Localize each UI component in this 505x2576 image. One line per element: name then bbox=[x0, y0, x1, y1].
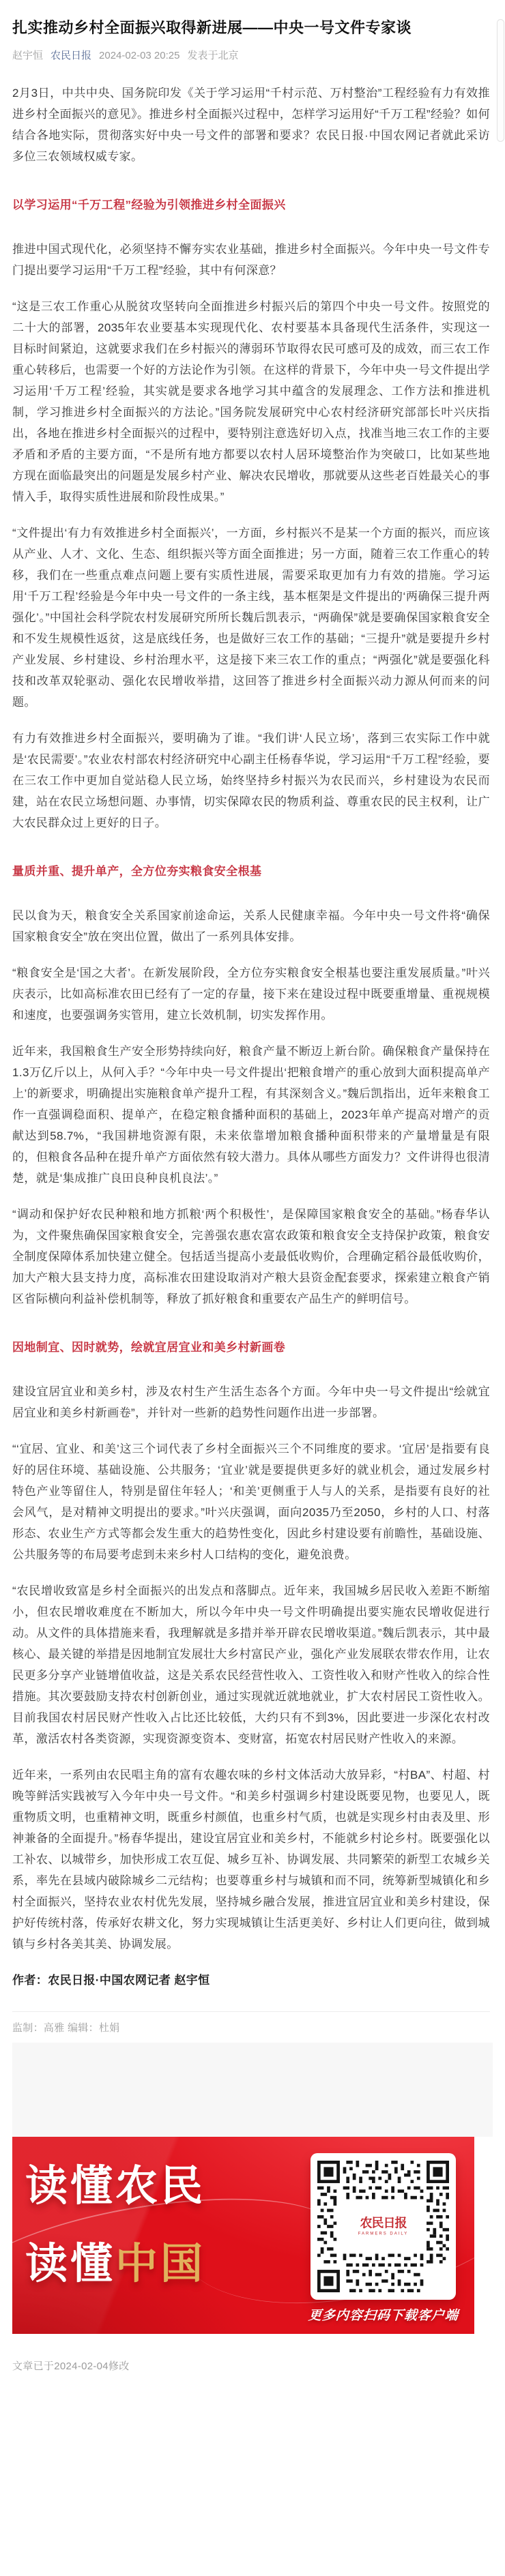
article-paragraph: 近年来，一系列由农民唱主角的富有农趣农味的乡村文体活动大放异彩，“村BA”、村超、村晚等鲜活实践被写入今年中央一号文件。“和美乡村强调乡村建设既要见物，也要见人，既重物质文明，也重精神文明，既重乡村颜值，也重乡村气质，也就是实现乡村由表及里、形神兼备的全面提升。”杨春华提出，建设宜居宜业和美乡村，不能就乡村论乡村。既要强化以工补农、以城带乡，加快形成工农互促、城乡互补、协调发展、共同繁荣的新型工农城乡关系，率先在县域内破除城乡二元结构；也要尊重乡村与城镇和而不同，统筹新型城镇化和乡村全面振兴，坚持农业农村优先发展，坚持城乡融合发展，推进宜居宜业和美乡村建设，保护好传统村落，传承好农耕文化，努力实现城镇让生活更美好、乡村让人们更向往，做到城镇与乡村各美其美、协调发展。 bbox=[12, 1768, 490, 1951]
section-heading: 以学习运用“千万工程”经验为引领推进乡村全面振兴 bbox=[12, 198, 286, 211]
qr-code bbox=[311, 2153, 456, 2300]
modified-note: 文章已于2024-02-04修改 bbox=[12, 2360, 130, 2372]
article-paragraph: “‘宜居、宜业、和美’这三个词代表了乡村全面振兴三个不同维度的要求。‘宜居’是指要有良好的居住环境、基础设施、公共服务；‘宜业’就是要提供更多好的就业机会，通过发展乡村特色产业等留住人，特别是留住年轻人；‘和美’更侧重于人与人的关系，是指要有良好的社会风气，是对精神文明提出的要求。”叶兴庆强调，面向2035乃至2050，乡村的人口、村落形态、农业生产方式等都会发生重大的趋势性变化，因此乡村建设要有前瞻性，基础设施、公共服务等的布局要考虑到未来乡村人口结构的变化，避免浪费。 bbox=[12, 1442, 490, 1561]
author-name: 赵宇恒 bbox=[12, 49, 44, 61]
article-paragraph: 民以食为天，粮食安全关系国家前途命运，关系人民健康幸福。今年中央一号文件将“确保国家粮食安全”放在突出位置，做出了一系列具体安排。 bbox=[12, 908, 490, 943]
article-paragraph: “农民增收致富是乡村全面振兴的出发点和落脚点。近年来，我国城乡居民收入差距不断缩小，但农民增收难度在不断加大，所以今年中央一号文件明确提出要实施农民增收促进行动。从文件的具体措施来看，我理解就是多措并举开辟农民增收渠道。”魏后凯表示，其中最核心、最关键的举措是因地制宜发展壮大乡村富民产业，强化产业发展联农带农作用，让农民更多分享产业链增值收益，这是关系农民经营性收入、工资性收入和财产性收入的综合性措施。其次要鼓励支持农村创新创业，通过实现就近就地就业，扩大农村居民工资性收入。目前我国农村居民财产性收入占比还比较低，大约只有不到3%，因此要进一步深化农村改革，激活农村各类资源，实现资源变资本、变财富，拓宽农村居民财产性收入的来源。 bbox=[12, 1584, 490, 1745]
banner-slogan-line2-highlight: 中国 bbox=[115, 2240, 206, 2288]
banner-slogan-line2 bbox=[25, 2240, 206, 2288]
section-heading: 量质并重、提升单产，全方位夯实粮食安全根基 bbox=[12, 864, 262, 878]
article-paragraph: “这是三农工作重心从脱贫攻坚转向全面推进乡村振兴后的第四个中央一号文件。按照党的二十大的部署，2035年农业要基本实现现代化、农村要基本具备现代生活条件，实现这一目标时间紧迫，这就要求我们在乡村振兴的薄弱环节取得农民可感可及的成效，而三农工作重心转移后，也需要一个好的方法论作为引领。在这样的背景下，今年中央一号文件提出学习运用‘千万工程’经验，其实就是要求各地学习其中蕴含的发展理念、工作方法和推进机制，学习推进乡村全面振兴的方法论。”国务院发展研究中心农村经济研究部部长叶兴庆指出，各地在推进乡村全面振兴的过程中，要特别注意选好切入点，找准当地三农工作的主要矛盾和矛盾的主要方面，“不是所有地方都要以农村人居环境整治作为突破口，比如某些地方现在面临最突出的问题是发展乡村产业、解决农民增收，那就要从这些老百姓最关心的事情入手，取得实质性进展和阶段性成果。” bbox=[12, 299, 490, 503]
publish-location: 发表于北京 bbox=[187, 49, 239, 61]
publish-time: 2024-02-03 20:25 bbox=[99, 49, 180, 61]
scrollbar-thumb[interactable] bbox=[497, 19, 504, 142]
credits-line: 监制：高雅 编辑：杜娟 bbox=[12, 2022, 120, 2034]
page-title: 扎实推动乡村全面振兴取得新进展——中央一号文件专家谈 bbox=[12, 19, 412, 36]
divider bbox=[12, 2011, 490, 2012]
qr-logo-text: 农民日报 bbox=[360, 2216, 407, 2230]
banner-slogan-line2-prefix: 读懂 bbox=[25, 2240, 116, 2288]
article-paragraph: 2月3日，中共中央、国务院印发《关于学习运用“千村示范、万村整治”工程经验有力有效推进乡村全面振兴的意见》。推进乡村全面振兴过程中，怎样学习运用好“千万工程”经验？如何结合各地实际，贯彻落实好中央一号文件的部署和要求？农民日报·中国农网记者就此采访多位三农领域权威专家。 bbox=[12, 86, 490, 163]
article-paragraph: “粮食安全是‘国之大者’。在新发展阶段，全方位夯实粮食安全根基也要注重发展质量。”叶兴庆表示，比如高标准农田已经有了一定的存量，接下来在建设过程中既要重增量、重视规模和速度，也要强调务实管用，建立长效机制，切实发挥作用。 bbox=[12, 966, 490, 1022]
promo-banner[interactable] bbox=[12, 2137, 474, 2334]
article-paragraph: 推进中国式现代化，必须坚持不懈夯实农业基础，推进乡村全面振兴。今年中央一号文件专门提出要学习运用“千万工程”经验，其中有何深意？ bbox=[12, 242, 490, 277]
qr-center-logo bbox=[354, 2215, 414, 2238]
image-loading-area bbox=[12, 2043, 493, 2137]
banner-slogan-line1: 读懂农民 bbox=[25, 2163, 206, 2210]
article-paragraph: “文件提出‘有力有效推进乡村全面振兴’，一方面，乡村振兴不是某一个方面的振兴，而应该从产业、人才、文化、生态、组织振兴等方面全面推进；另一方面，随着三农工作重心的转移，我们在一些重点难点问题上要有实质性进展，需要采取更加有力有效的措施。学习运用‘千万工程’经验是今年中央一号文件的一条主线，基本框架是文件提出的‘两确保三提升两强化’。”中国社会科学院农村发展研究所所长魏后凯表示，“两确保”就是要确保国家粮食安全和不发生规模性返贫，这是底线任务，也是做好三农工作的基础；“三提升”就是要提升乡村产业发展、乡村建设、乡村治理水平，这是接下来三农工作的重点；“两强化”就是要强化科技和改革双轮驱动、强化农民增收举措，这回答了推进乡村全面振兴动力源从何而来的问题。 bbox=[12, 526, 490, 709]
article-paragraph: 有力有效推进乡村全面振兴，要明确为了谁。“我们讲‘人民立场’，落到三农实际工作中就是‘农民需要’。”农业农村部农村经济研究中心副主任杨春华说，学习运用“千万工程”经验，要在三农工作中更加自觉站稳人民立场，始终坚持乡村振兴为农民而兴，乡村建设为农民而建，站在农民立场想问题、办事情，切实保障农民的物质利益、尊重农民的民主权利，让广大农民群众过上更好的日子。 bbox=[12, 731, 490, 829]
qr-logo-subtext: FARMERS DAILY bbox=[358, 2232, 409, 2236]
article-body bbox=[12, 83, 490, 1991]
banner-tagline: 更多内容扫码下载客户端 bbox=[308, 2308, 459, 2323]
source-account-link[interactable]: 农民日报 bbox=[50, 49, 92, 61]
byline: 作者：农民日报·中国农网记者 赵宇恒 bbox=[12, 1973, 210, 1987]
article-paragraph: 建设宜居宜业和美乡村，涉及农村生产生活生态各个方面。今年中央一号文件提出“绘就宜居宜业和美乡村新画卷”，并针对一些新的趋势性问题作出进一步部署。 bbox=[12, 1385, 490, 1419]
section-heading: 因地制宜、因时就势，绘就宜居宜业和美乡村新画卷 bbox=[12, 1340, 286, 1354]
article-paragraph: “调动和保护好农民种粮和地方抓粮‘两个积极性’，是保障国家粮食安全的基础。”杨春华认为，文件聚焦确保国家粮食安全，完善强农惠农富农政策和粮食安全支持保护政策，粮食安全制度保障体系加快建立健全。包括适当提高小麦最低收购价，合理确定稻谷最低收购价，加大产粮大县支持力度，高标准农田建设取消对产粮大县资金配套要求，探索建立粮食产销区省际横向利益补偿机制等，释放了抓好粮食和重要农产品生产的鲜明信号。 bbox=[12, 1207, 490, 1305]
article-paragraph: 近年来，我国粮食生产安全形势持续向好，粮食产量不断迈上新台阶。确保粮食产量保持在1.3万亿斤以上，从何入手？“今年中央一号文件提出‘把粮食增产的重心放到大面积提高单产上’的新要求，明确提出实施粮食单产提升工程，有其深刻含义。”魏后凯指出，近年来粮食工作一直强调稳面积、提单产，在稳定粮食播种面积的基础上，2023年单产提高对增产的贡献达到58.7%，“我国耕地资源有限，未来依靠增加粮食播种面积带来的产量增量是有限的，但粮食各品种在提升单产方面依然有较大潜力。具体从哪些方面发力？文件讲得也很清楚，就是‘集成推广良田良种良机良法’。” bbox=[12, 1044, 490, 1185]
article-meta bbox=[12, 48, 490, 62]
